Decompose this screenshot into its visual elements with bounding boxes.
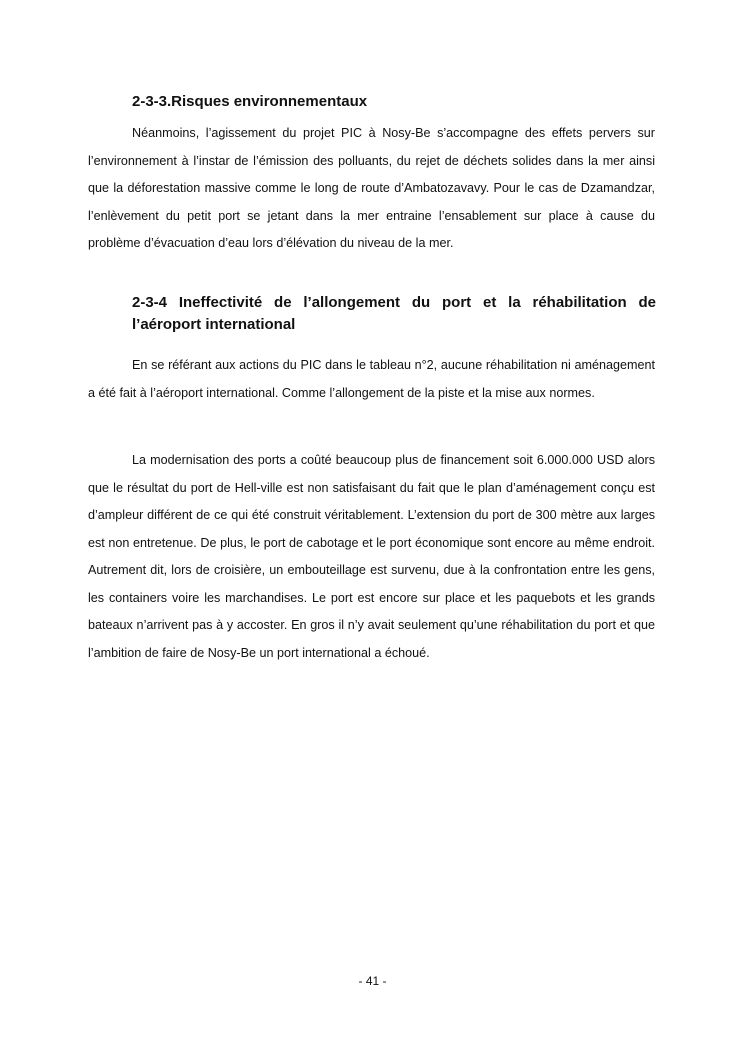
paragraph-modernisation-ports: La modernisation des ports a coûté beaucoup plus de financement soit 6.000.000 USD alors que le résultat du port de Hell-ville est non satisfaisant du fait que le plan d’aménagement conçu est d’ampleur différent de ce qui été construit véritablement. L’extension du port de 300 mètre aux larges est non entretenue. De plus, le port de cabotage et le port économique sont encore au même endroit. Autrement dit, lors de croisière, un embouteillage est survenu, due à la confrontation entre les gens, les containers voire les marchandises. Le port est encore sur place et les paquebots et les grands bateaux n’arrivent pas à y accoster. En gros il n’y avait seulement qu’une réhabilitation du port et que l’ambition de faire de Nosy-Be un port international a échoué.	[88, 453, 655, 660]
page-number: - 41 -	[358, 974, 387, 988]
section-heading-risques-environnementaux: 2-3-3.Risques environnementaux	[132, 93, 368, 110]
section-heading-ineffectivite: 2-3-4 Ineffectivité de l’allongement du port et la réhabilitation de l’aéroport international	[132, 294, 656, 333]
paragraph-risques-environnementaux: Néanmoins, l’agissement du projet PIC à Nosy-Be s’accompagne des effets pervers sur l’environnement à l’instar de l’émission des polluants, du rejet de déchets solides dans la mer ainsi que la déforestation massive comme le long de route d’Ambatozavavy. Pour le cas de Dzamandzar, l’enlèvement du petit port se jetant dans la mer entraine l’ensablement sur place à cause du problème d’évacuation d’eau lors d’élévation du niveau de la mer.	[88, 126, 655, 250]
paragraph-aeroport: En se référant aux actions du PIC dans le tableau n°2, aucune réhabilitation ni aménagement a été fait à l’aéroport international. Comme l’allongement de la piste et la mise aux normes.	[88, 358, 655, 400]
